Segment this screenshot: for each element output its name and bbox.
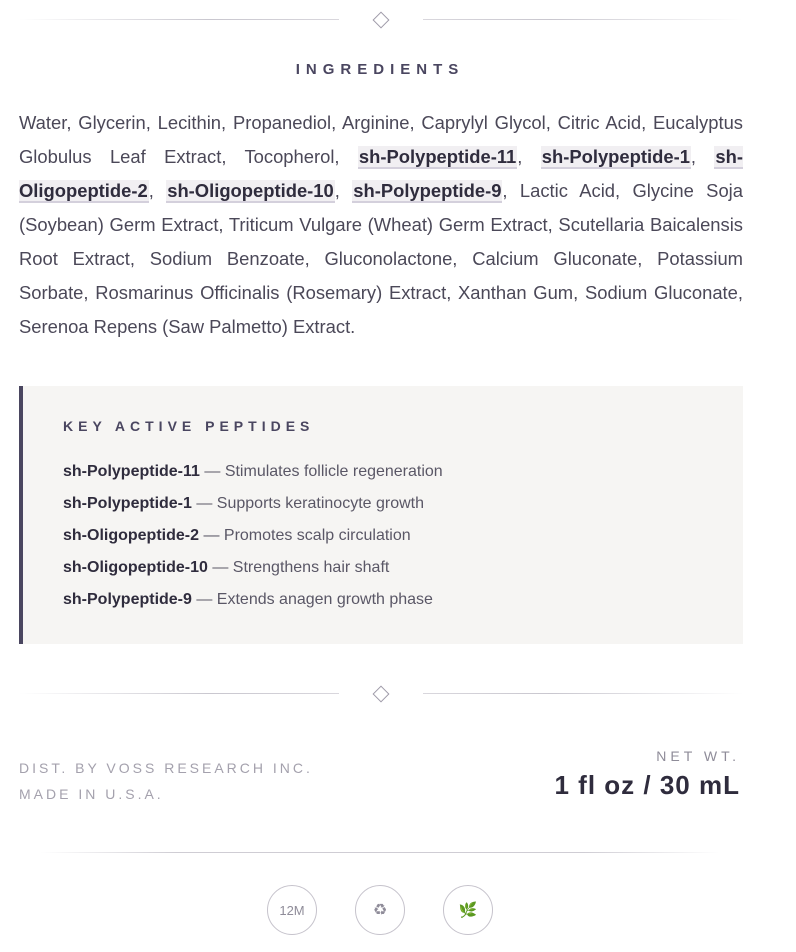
- divider-line-left: [19, 19, 339, 20]
- ingredient-text: , Lactic Acid, Glycine Soja (Soybean) Germ Extract, Triticum Vulgare (Wheat) Germ Extract, Scutellaria Baicalensis Root Extract, Sodium Benzoate, Gluconolactone, Calcium Gluconate, Potassium Sorbate, Rosmarinus Officinalis (Rosemary) Extract, Xanthan Gum, Sodium Gluconate, Serenoa Repens (Saw Palmetto) Extract.: [19, 180, 743, 337]
- key-peptides-list: [63, 456, 443, 616]
- highlighted-peptide: sh-Polypeptide-9: [353, 180, 502, 201]
- highlighted-peptide: sh-Polypeptide-1: [541, 146, 690, 167]
- key-peptide-item: [63, 552, 443, 584]
- highlighted-peptide: sh-Polypeptide-11: [358, 146, 517, 167]
- peptide-description: — Promotes scalp circulation: [199, 527, 411, 544]
- ingredient-text: ,: [517, 146, 541, 167]
- ingredients-list: [19, 106, 743, 344]
- origin-text: MADE IN U.S.A.: [19, 786, 164, 802]
- peptide-name: sh-Polypeptide-11: [63, 463, 200, 480]
- distributor-block: [19, 755, 313, 807]
- highlighted-peptide: sh-Oligopeptide-10: [167, 180, 334, 201]
- ingredient-text: ,: [334, 180, 353, 201]
- key-peptides-heading: KEY ACTIVE PEPTIDES: [63, 418, 315, 434]
- key-peptide-item: [63, 584, 443, 616]
- peptide-name: sh-Polypeptide-9: [63, 591, 192, 608]
- certification-badges: [0, 885, 796, 937]
- peptide-name: sh-Oligopeptide-10: [63, 559, 208, 576]
- vegan-badge: [443, 885, 493, 935]
- ingredients-heading: INGREDIENTS: [295, 61, 465, 78]
- divider-line-right: [423, 693, 743, 694]
- ingredient-text: Water, Glycerin, Lecithin, Propanediol, Arginine, Caprylyl Glycol, Citric Acid, Eucalyptus Globulus Leaf Extract, Tocopherol,: [19, 112, 743, 167]
- ingredient-text: ,: [148, 180, 167, 201]
- peptide-description: — Stimulates follicle regeneration: [199, 463, 443, 480]
- top-divider: [19, 10, 743, 30]
- net-weight-label: NET WT.: [656, 748, 740, 764]
- diamond-ornament-icon: [373, 686, 390, 703]
- net-weight-value: 1 fl oz / 30 mL: [554, 770, 740, 800]
- divider-line-right: [423, 19, 743, 20]
- pao-label: 12M: [279, 902, 305, 918]
- peptide-name: sh-Oligopeptide-2: [63, 527, 199, 544]
- distributor-text: DIST. BY VOSS RESEARCH INC.: [19, 760, 313, 776]
- bottom-divider: [40, 852, 720, 853]
- highlighted-peptide: sh-Oligopeptide-2: [19, 146, 743, 201]
- peptide-name: sh-Polypeptide-1: [63, 495, 192, 512]
- recycle-icon: ♻: [372, 902, 388, 919]
- key-peptides-panel: [19, 386, 743, 644]
- period-after-opening-badge: [267, 885, 317, 935]
- peptide-description: — Strengthens hair shaft: [207, 559, 390, 576]
- peptide-description: — Supports keratinocyte growth: [191, 495, 425, 512]
- diamond-ornament-icon: [373, 12, 390, 29]
- key-peptide-item: [63, 488, 443, 520]
- ingredient-text: ,: [690, 146, 715, 167]
- divider-line-left: [19, 693, 339, 694]
- key-peptide-item: [63, 520, 443, 552]
- recycle-badge: [355, 885, 405, 935]
- peptide-description: — Extends anagen growth phase: [191, 591, 433, 608]
- key-peptide-item: [63, 456, 443, 488]
- leaf-icon: 🌿: [458, 902, 478, 919]
- middle-divider: [19, 684, 743, 704]
